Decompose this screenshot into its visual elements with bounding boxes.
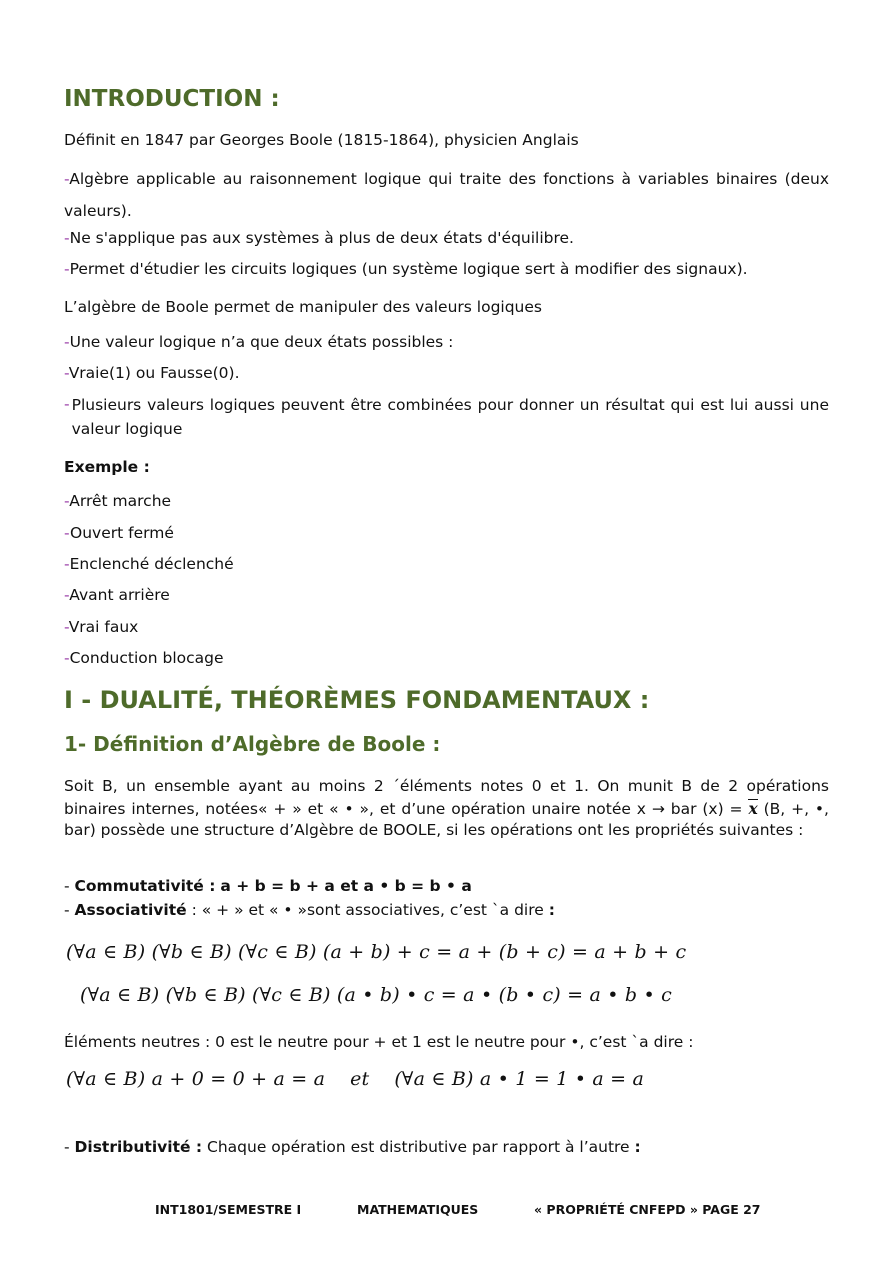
commutativity-text: a + b = b + a et a • b = b • a — [220, 877, 472, 895]
bullet-text: Plusieurs valeurs logiques peuvent être combinées pour donner un résultat qui est lui aussi une valeur logique — [71, 396, 829, 438]
bullet-text: Vraie(1) ou Fausse(0). — [68, 364, 240, 382]
intro-bullet-4 — [64, 331, 453, 353]
example-text: Enclenché déclenché — [69, 555, 234, 573]
example-label: Exemple : — [64, 458, 150, 476]
bullet-dash: - — [64, 649, 70, 667]
bullet-dash: - — [64, 901, 70, 919]
distributivity-text: Chaque opération est distributive par rapport à l’autre — [207, 1138, 630, 1156]
distributivity-colon: : — [634, 1138, 641, 1156]
definition-paragraph — [64, 776, 829, 842]
intro-bullet-6 — [64, 393, 829, 441]
bullet-dash: - — [64, 524, 71, 542]
example-text: Avant arrière — [69, 586, 170, 604]
example-item — [64, 553, 234, 575]
associativity-label: Associativité — [74, 901, 187, 919]
bullet-dash: - — [64, 170, 70, 188]
definition-text-2: (B, +, •, bar) possède une structure d’Algèbre de BOOLE, si les opérations ont les propriétés suivantes : — [64, 799, 829, 839]
intro-line-1: Définit en 1847 par Georges Boole (1815-1864), physicien Anglais — [64, 131, 579, 149]
example-item — [64, 647, 224, 669]
section-title: I - DUALITÉ, THÉORÈMES FONDAMENTAUX : — [64, 686, 650, 714]
formula-associativity-dot: (∀a ∈ B) (∀b ∈ B) (∀c ∈ B) (a • b) • c = a • (b • c) = a • b • c — [80, 984, 673, 1006]
example-item — [64, 584, 170, 606]
intro-bullet-3 — [64, 258, 748, 280]
example-text: Arrêt marche — [69, 492, 172, 510]
intro-line-2: L’algèbre de Boole permet de manipuler des valeurs logiques — [64, 298, 542, 316]
section-subtitle: 1- Définition d’Algèbre de Boole : — [64, 732, 441, 756]
associativity-line — [64, 899, 555, 921]
bullet-dash: - — [64, 555, 70, 573]
x-bar-symbol: x — [748, 798, 758, 818]
formula-neutral-elements: (∀a ∈ B) a + 0 = 0 + a = a et (∀a ∈ B) a • 1 = 1 • a = a — [66, 1068, 645, 1090]
associativity-colon: : — [548, 901, 555, 919]
bullet-dash: - — [64, 395, 70, 413]
distributivity-label: Distributivité : — [74, 1138, 203, 1156]
formula-associativity-plus: (∀a ∈ B) (∀b ∈ B) (∀c ∈ B) (a + b) + c = a + (b + c) = a + b + c — [66, 941, 687, 963]
bullet-dash: - — [64, 364, 69, 382]
bullet-text: Ne s'applique pas aux systèmes à plus de deux états d'équilibre. — [69, 229, 574, 247]
bullet-text: Une valeur logique n’a que deux états possibles : — [69, 333, 454, 351]
definition-text-1: Soit B, un ensemble ayant au moins 2 ´éléments notes 0 et 1. On munit B de 2 opérations binaires internes, notées« + » et « • », et d’une opération unaire notée x → bar (x) = — [64, 777, 829, 818]
associativity-text: : « + » et « • »sont associatives, c’est `a dire — [191, 901, 544, 919]
bullet-dash: - — [64, 260, 70, 278]
example-item — [64, 522, 174, 544]
bullet-dash: - — [64, 333, 70, 351]
commutativity-label: Commutativité : — [74, 877, 216, 895]
intro-bullet-2 — [64, 227, 574, 249]
intro-title: INTRODUCTION : — [64, 86, 280, 112]
footer-subject: MATHEMATIQUES — [357, 1202, 479, 1217]
bullet-dash: - — [64, 1138, 70, 1156]
intro-bullet-5 — [64, 362, 240, 384]
example-text: Vrai faux — [68, 618, 139, 636]
distributivity-line — [64, 1136, 641, 1158]
bullet-dash: - — [64, 586, 70, 604]
example-text: Ouvert fermé — [70, 524, 174, 542]
neutral-elements-text: Éléments neutres : 0 est le neutre pour + et 1 est le neutre pour •, c’est `a dire : — [64, 1033, 694, 1051]
bullet-dash: - — [64, 492, 70, 510]
intro-bullet-1 — [64, 163, 829, 227]
bullet-text: Algèbre applicable au raisonnement logique qui traite des fonctions à variables binaires (deux valeurs). — [64, 170, 829, 220]
commutativity-line — [64, 875, 472, 897]
footer-page-info: « PROPRIÉTÉ CNFEPD » PAGE 27 — [534, 1202, 761, 1217]
bullet-dash: - — [64, 877, 70, 895]
bullet-dash: - — [64, 618, 69, 636]
bullet-text: Permet d'étudier les circuits logiques (un système logique sert à modifier des signaux). — [69, 260, 748, 278]
example-item — [64, 490, 171, 512]
footer-course-code: INT1801/SEMESTRE I — [155, 1202, 302, 1217]
example-text: Conduction blocage — [69, 649, 224, 667]
example-item — [64, 616, 138, 638]
bullet-dash: - — [64, 229, 70, 247]
